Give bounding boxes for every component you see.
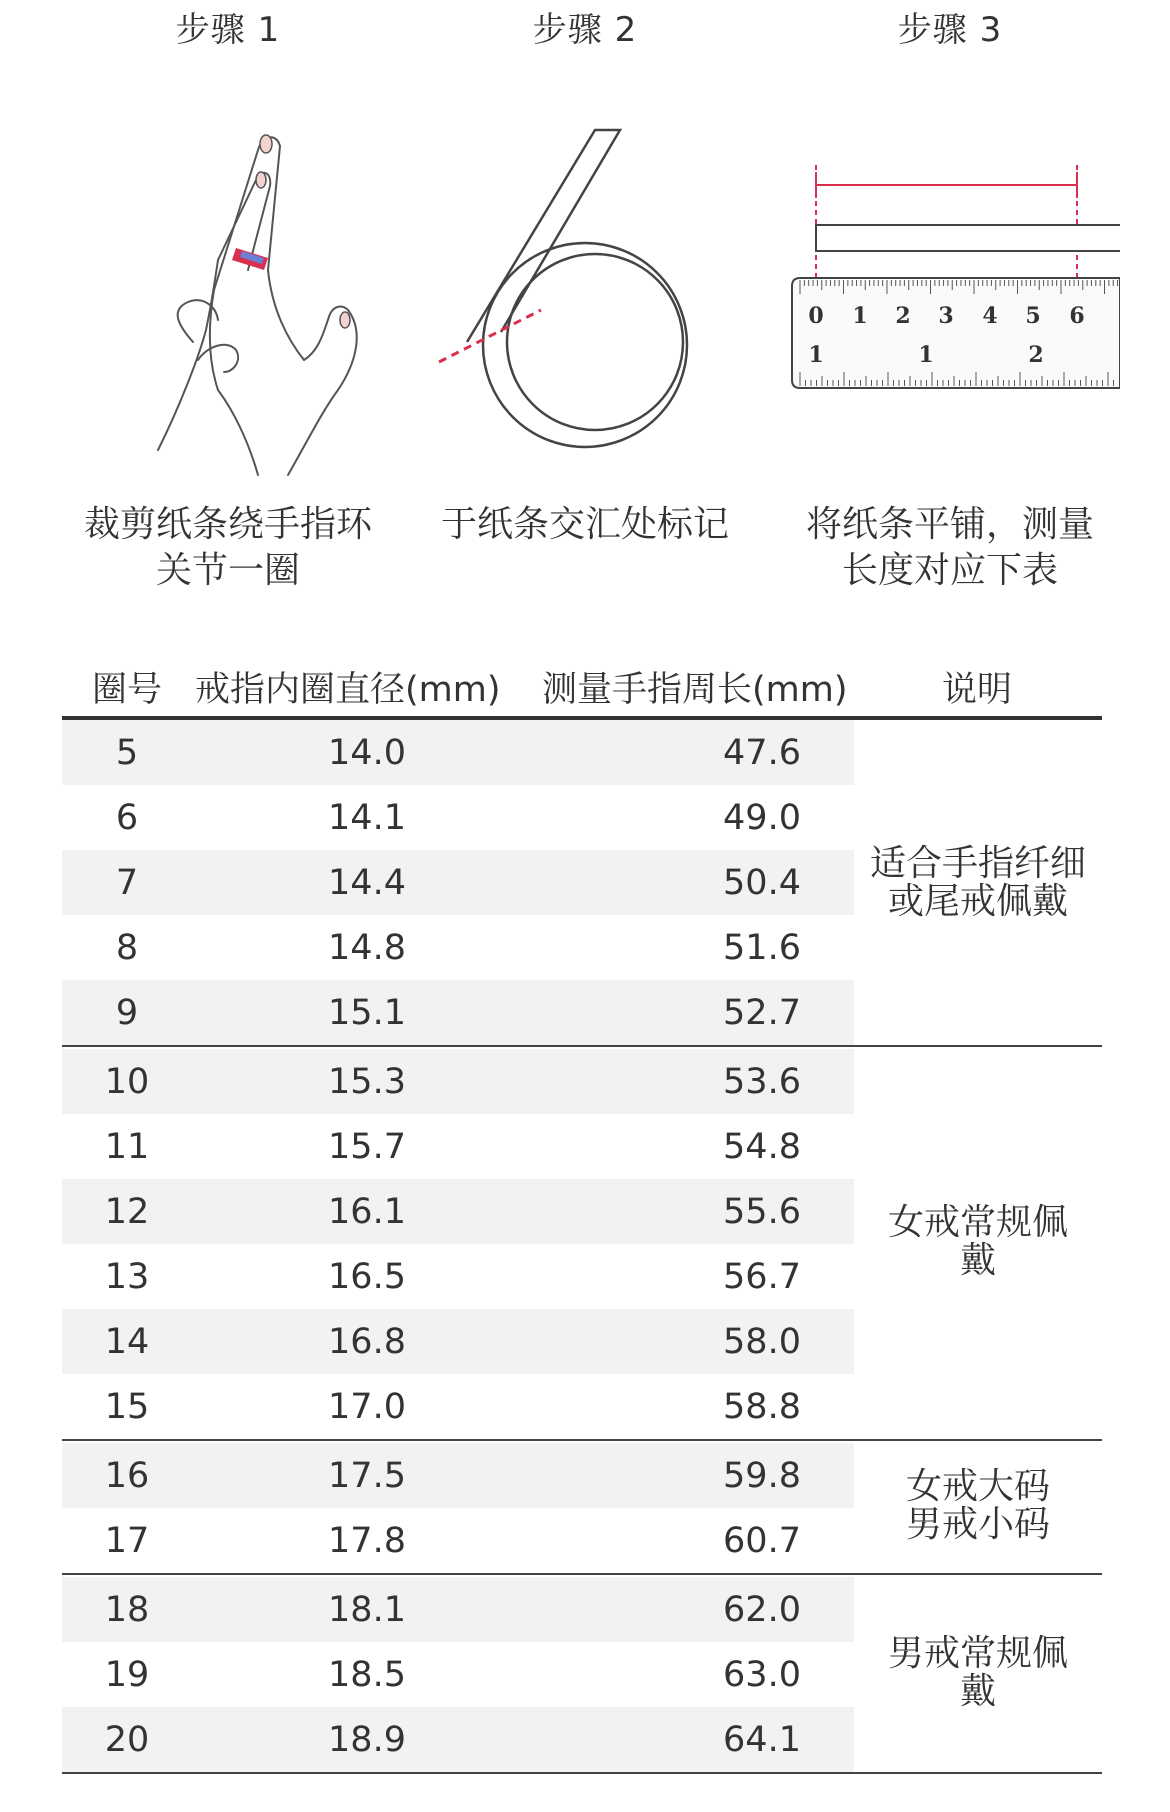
diameter-cell: 15.7 bbox=[328, 1127, 406, 1167]
hand-with-paper-strip-icon bbox=[58, 110, 398, 480]
circumference-cell: 62.0 bbox=[723, 1590, 801, 1630]
table-row bbox=[62, 1508, 854, 1573]
circumference-cell: 58.0 bbox=[723, 1322, 801, 1362]
size-note-line: 适合手指纤细 bbox=[869, 842, 1086, 884]
step-3-title: 步骤 3 bbox=[897, 10, 1003, 50]
diameter-cell: 14.8 bbox=[328, 928, 406, 968]
size-note-line: 男戒小码 bbox=[905, 1504, 1050, 1545]
size-cell: 11 bbox=[104, 1127, 150, 1167]
circumference-cell: 51.6 bbox=[723, 928, 801, 968]
table-row bbox=[62, 1049, 854, 1114]
step-1-caption bbox=[58, 502, 398, 594]
header-diameter: 戒指内圈直径(mm) bbox=[195, 670, 501, 710]
step-3-caption-line-1: 将纸条平铺，测量 bbox=[805, 504, 1094, 545]
diameter-cell: 17.0 bbox=[328, 1387, 406, 1427]
size-cell: 9 bbox=[115, 993, 139, 1033]
size-cell: 12 bbox=[104, 1192, 150, 1232]
size-cell: 10 bbox=[104, 1062, 150, 1102]
table-row bbox=[62, 1443, 854, 1508]
diameter-cell: 18.5 bbox=[328, 1655, 406, 1695]
circumference-cell: 58.8 bbox=[723, 1387, 801, 1427]
size-cell: 17 bbox=[104, 1521, 150, 1561]
diameter-cell: 17.8 bbox=[328, 1521, 406, 1561]
size-cell: 18 bbox=[104, 1590, 150, 1630]
ruler-bottom-number: 1 bbox=[918, 342, 934, 368]
table-header bbox=[62, 660, 1102, 716]
table-row bbox=[62, 915, 854, 980]
diameter-cell: 17.5 bbox=[328, 1456, 406, 1496]
table-row bbox=[62, 720, 854, 785]
ruler-top-number: 5 bbox=[1025, 303, 1041, 329]
table-row bbox=[62, 850, 854, 915]
size-cell: 8 bbox=[115, 928, 139, 968]
diameter-cell: 16.5 bbox=[328, 1257, 406, 1297]
ruler-top-number: 0 bbox=[808, 303, 824, 329]
circumference-cell: 54.8 bbox=[723, 1127, 801, 1167]
step-2-caption bbox=[415, 502, 755, 548]
diameter-cell: 14.4 bbox=[328, 863, 406, 903]
paper-loop-mark-icon bbox=[415, 110, 755, 480]
table-row bbox=[62, 1707, 854, 1772]
ruler-bottom-number: 1 bbox=[808, 342, 824, 368]
table-group bbox=[62, 1575, 1102, 1774]
header-circumference: 测量手指周长(mm) bbox=[542, 670, 848, 710]
table-row bbox=[62, 1244, 854, 1309]
size-note-line: 戴 bbox=[959, 1240, 996, 1281]
table-row bbox=[62, 1179, 854, 1244]
ruler-measure-icon bbox=[780, 110, 1120, 480]
table-group bbox=[62, 720, 1102, 1047]
diameter-cell: 16.1 bbox=[328, 1192, 406, 1232]
diameter-cell: 15.1 bbox=[328, 993, 406, 1033]
diameter-cell: 14.0 bbox=[328, 733, 406, 773]
ring-size-table bbox=[62, 660, 1102, 1774]
size-cell: 14 bbox=[104, 1322, 150, 1362]
diameter-cell: 15.3 bbox=[328, 1062, 406, 1102]
table-body bbox=[62, 720, 1102, 1774]
circumference-cell: 56.7 bbox=[723, 1257, 801, 1297]
diameter-cell: 16.8 bbox=[328, 1322, 406, 1362]
table-row bbox=[62, 1114, 854, 1179]
circumference-cell: 47.6 bbox=[723, 733, 801, 773]
step-2-title: 步骤 2 bbox=[532, 10, 638, 50]
size-cell: 20 bbox=[104, 1720, 150, 1760]
ruler-top-number: 6 bbox=[1069, 303, 1085, 329]
header-note: 说明 bbox=[942, 670, 1013, 710]
size-note-line: 戴 bbox=[959, 1670, 996, 1712]
ruler-top-number: 3 bbox=[938, 303, 954, 329]
step-1-caption-line-2: 关节一圈 bbox=[155, 550, 300, 591]
table-group bbox=[62, 1441, 1102, 1575]
size-note-line: 男戒常规佩 bbox=[887, 1632, 1068, 1674]
table-row bbox=[62, 1642, 854, 1707]
diameter-cell: 18.9 bbox=[328, 1720, 406, 1760]
circumference-cell: 63.0 bbox=[723, 1655, 801, 1695]
circumference-cell: 52.7 bbox=[723, 993, 801, 1033]
step-3-caption bbox=[780, 502, 1120, 594]
step-3-caption-line-2: 长度对应下表 bbox=[841, 550, 1058, 591]
size-cell: 15 bbox=[104, 1387, 150, 1427]
ruler-top-number: 2 bbox=[895, 303, 911, 329]
size-cell: 5 bbox=[115, 733, 139, 773]
size-note bbox=[854, 1632, 1102, 1712]
table-row bbox=[62, 785, 854, 850]
step-2-caption-line-1: 于纸条交汇处标记 bbox=[440, 504, 729, 545]
table-row bbox=[62, 1577, 854, 1642]
size-note-line: 女戒常规佩 bbox=[887, 1202, 1068, 1243]
size-note-line: 或尾戒佩戴 bbox=[887, 880, 1068, 922]
diameter-cell: 18.1 bbox=[328, 1590, 406, 1630]
size-note-line: 女戒大码 bbox=[905, 1466, 1050, 1507]
size-cell: 13 bbox=[104, 1257, 150, 1297]
ruler-top-number: 4 bbox=[982, 303, 998, 329]
circumference-cell: 60.7 bbox=[723, 1521, 801, 1561]
size-note bbox=[854, 1468, 1102, 1544]
ruler-bottom-number: 2 bbox=[1028, 342, 1044, 368]
table-row bbox=[62, 1374, 854, 1439]
step-1-caption-line-1: 裁剪纸条绕手指环 bbox=[83, 504, 372, 545]
table-row bbox=[62, 980, 854, 1045]
circumference-cell: 59.8 bbox=[723, 1456, 801, 1496]
circumference-cell: 55.6 bbox=[723, 1192, 801, 1232]
circumference-cell: 64.1 bbox=[723, 1720, 801, 1760]
size-note bbox=[854, 1204, 1102, 1280]
step-1-title: 步骤 1 bbox=[175, 10, 281, 50]
circumference-cell: 49.0 bbox=[723, 798, 801, 838]
size-cell: 16 bbox=[104, 1456, 150, 1496]
size-note bbox=[854, 842, 1102, 922]
ruler-top-number: 1 bbox=[852, 303, 868, 329]
size-cell: 7 bbox=[115, 863, 139, 903]
measurement-steps bbox=[0, 0, 1170, 600]
circumference-cell: 53.6 bbox=[723, 1062, 801, 1102]
circumference-cell: 50.4 bbox=[723, 863, 801, 903]
table-group bbox=[62, 1047, 1102, 1441]
table-row bbox=[62, 1309, 854, 1374]
size-cell: 6 bbox=[115, 798, 139, 838]
diameter-cell: 14.1 bbox=[328, 798, 406, 838]
header-size: 圈号 bbox=[92, 670, 163, 710]
size-cell: 19 bbox=[104, 1655, 150, 1695]
